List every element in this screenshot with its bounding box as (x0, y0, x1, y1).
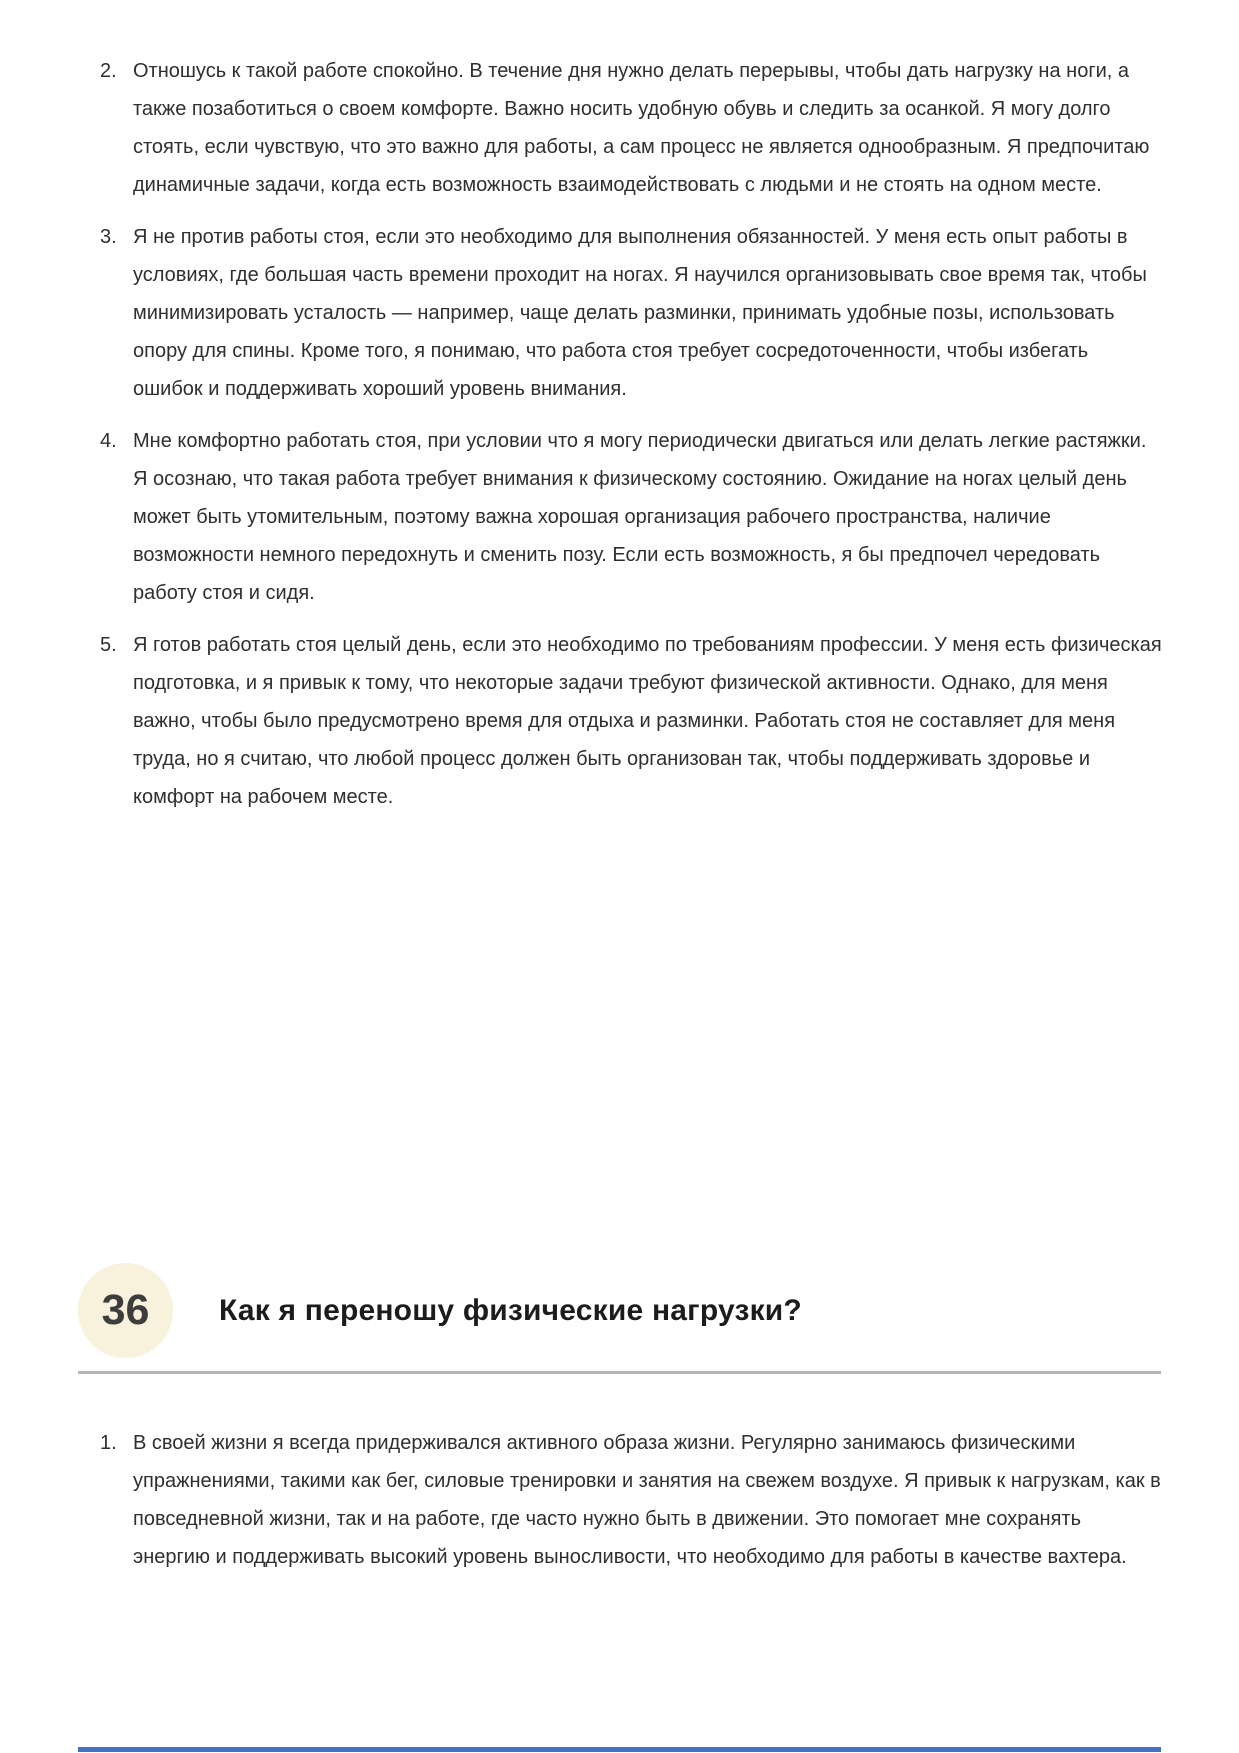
answers-list-bottom (100, 1424, 1162, 1576)
list-item-text: Отношусь к такой работе спокойно. В течение дня нужно делать перерывы, чтобы дать нагрузку на ноги, а также позаботиться о своем комфорте. Важно носить удобную обувь и следить за осанкой. Я могу долго стоять, если чувствую, что это важно для работы, а сам процесс не является однообразным. Я предпочитаю динамичные задачи, когда есть возможность взаимодействовать с людьми и не стоять на одном месте. (133, 60, 1150, 196)
list-item-text: В своей жизни я всегда придерживался активного образа жизни. Регулярно занимаюсь физическими упражнениями, такими как бег, силовые тренировки и занятия на свежем воздухе. Я привык к нагрузкам, как в повседневной жизни, так и на работе, где часто нужно быть в движении. Это помогает мне сохранять энергию и поддерживать высокий уровень выносливости, что необходимо для работы в качестве вахтера. (133, 1432, 1161, 1568)
list-item-text: Я не против работы стоя, если это необходимо для выполнения обязанностей. У меня есть опыт работы в условиях, где большая часть времени проходит на ногах. Я научился организовывать свое время так, чтобы минимизировать усталость — например, чаще делать разминки, принимать удобные позы, использовать опору для спины. Кроме того, я понимаю, что работа стоя требует сосредоточенности, чтобы избегать ошибок и поддерживать хороший уровень внимания. (133, 226, 1147, 400)
section-number: 36 (101, 1286, 150, 1334)
section-header (78, 1263, 1161, 1358)
list-item (100, 422, 1162, 612)
section-title: Как я переношу физические нагрузки? (219, 1293, 802, 1327)
list-item (100, 218, 1162, 408)
footer-accent-line (78, 1747, 1161, 1752)
list-item-number: 1. (100, 1432, 117, 1454)
list-item-number: 4. (100, 430, 117, 452)
list-item-number: 3. (100, 226, 117, 248)
list-item (100, 626, 1162, 816)
list-item (100, 1424, 1162, 1576)
list-item-text: Мне комфортно работать стоя, при условии что я могу периодически двигаться или делать легкие растяжки. Я осознаю, что такая работа требует внимания к физическому состоянию. Ожидание на ногах целый день может быть утомительным, поэтому важна хорошая организация рабочего пространства, наличие возможности немного передохнуть и сменить позу. Если есть возможность, я бы предпочел чередовать работу стоя и сидя. (133, 430, 1147, 604)
section-number-badge (78, 1263, 173, 1358)
list-item-text: Я готов работать стоя целый день, если это необходимо по требованиям профессии. У меня есть физическая подготовка, и я привык к тому, что некоторые задачи требуют физической активности. Однако, для меня важно, чтобы было предусмотрено время для отдыха и разминки. Работать стоя не составляет для меня труда, но я считаю, что любой процесс должен быть организован так, чтобы поддерживать здоровье и комфорт на рабочем месте. (133, 634, 1162, 808)
list-item-number: 2. (100, 60, 117, 82)
list-item-number: 5. (100, 634, 117, 656)
section-divider (78, 1371, 1161, 1374)
list-item (100, 52, 1162, 204)
answers-list-top (100, 52, 1162, 816)
